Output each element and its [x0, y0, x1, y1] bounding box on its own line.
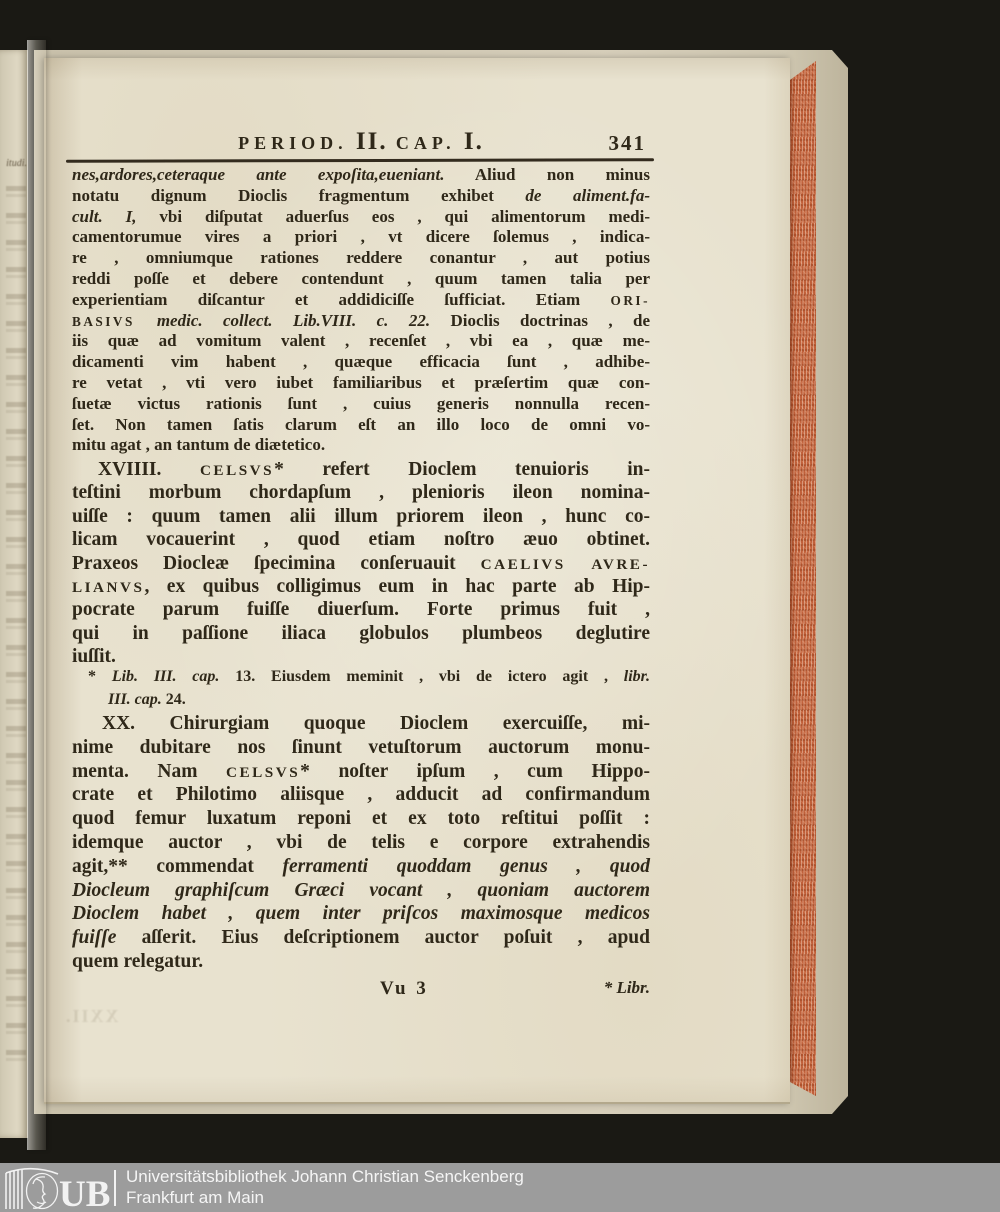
book-pages-icon — [6, 1169, 58, 1209]
text-line: agit,** commendat ferramenti quoddam genus , quod — [72, 855, 650, 877]
signature-mark: Vu 3 — [380, 978, 429, 999]
library-name-line1: Universitätsbibliothek Johann Christian Senckenberg — [126, 1167, 524, 1186]
library-name-line2: Frankfurt am Main — [126, 1188, 264, 1207]
text-line: idemque auctor , vbi de telis e corpore extrahendis — [72, 831, 650, 853]
header-row — [72, 128, 650, 158]
text-line: Diocleum graphiſcum Græci vocant , quoniam auctorem — [72, 879, 650, 901]
text-line: fuiſſe aſſerit. Eius deſcriptionem auctor poſuit , apud — [72, 927, 650, 949]
text-line: uiſſe : quum tamen alii illum priorem ileon , hunc co- — [72, 505, 650, 527]
paragraph-xx — [72, 712, 650, 974]
text-line: mitu agat , an tantum de diætetico. — [72, 435, 326, 455]
page-scan — [44, 58, 790, 1104]
text-line: quod femur luxatum reponi et ex toto reſtitui poſſit : — [72, 808, 650, 830]
running-title — [238, 128, 484, 156]
text-line: re vetat , vti vero iubet familiaribus et præſertim quæ con- — [72, 372, 650, 392]
film-strip — [27, 40, 46, 1150]
neighbor-page-sliver — [0, 50, 28, 1138]
text-line: ſet. Non tamen ſatis clarum eſt an illo loco de omni vo- — [72, 414, 650, 434]
text-line: iuſſit. — [72, 646, 116, 668]
showthrough-text: XXII. — [64, 1006, 119, 1026]
text-line: camentorumue vires a priori , vt dicere ſolemus , indica- — [72, 227, 650, 247]
text-line: quem relegatur. — [72, 950, 204, 972]
footnote — [72, 665, 650, 711]
text-line: crate et Philotimo aliisque , adducit ad confirmandum — [72, 784, 650, 806]
signature-row — [72, 978, 650, 1004]
page-number: 341 — [608, 131, 646, 155]
text-line: dicamenti vim habent , quæque efficacia ſunt , adhibe- — [72, 352, 650, 372]
text-line: Dioclem habet , quem inter priſcos maximosque medicos — [72, 903, 650, 925]
footnote-catchword: * Libr. — [603, 978, 650, 997]
library-name — [126, 1166, 524, 1208]
text-line: Praxeos Diocleæ ſpecimina conſeruauit CAELIVS AVRE- — [72, 552, 651, 574]
text-line: menta. Nam CELSVS* noſter ipſum , cum Hippo- — [72, 760, 650, 782]
library-banner — [0, 1163, 1000, 1212]
text-line: XVIIII. CELSVS* refert Dioclem tenuioris in- — [98, 459, 650, 480]
neighbor-text-fragment: itudi. — [6, 158, 27, 169]
text-line: nime dubitare nos ſinunt vetuſtorum auctorum monu- — [72, 736, 650, 758]
paragraph-continuation — [72, 165, 650, 456]
text-line: nes,ardores,ceteraque ante expoſita,eueniant. Aliud non minus — [72, 165, 650, 184]
goethe-portrait-icon — [27, 1174, 58, 1209]
text-line: qui in paſſione iliaca globulos plumbeos deglutire — [72, 622, 650, 644]
text-line: licam vocauerint , quod etiam noſtro æuo obtinet. — [72, 529, 650, 551]
text-line: notatu dignum Dioclis fragmentum exhibet de aliment.fa- — [72, 185, 650, 205]
text-line: ſuetæ victus rationis ſunt , cuius generis nonnulla recen- — [72, 393, 650, 413]
text-line: pocrate parum fuiſſe diuerſum. Forte primus fuit , — [72, 599, 650, 621]
text-line: * Lib. III. cap. 13. Eiusdem meminit , vbi de ictero agit , libr. — [88, 668, 651, 685]
text-line: LIANVS, ex quibus colligimus eum in hac parte ab Hip- — [72, 575, 650, 597]
neighbor-text-smudges — [6, 170, 26, 1070]
text-line: reddi poſſe et debere contendunt , quum tamen talia per — [72, 268, 650, 288]
text-line: teſtini morbum chordapſum , plenioris ileon nomina- — [72, 482, 650, 504]
text-line: cult. I, vbi diſputat aduerſus eos , qui alimentorum medi- — [72, 206, 651, 226]
library-logo — [2, 1164, 114, 1212]
header-rule — [66, 158, 654, 163]
ub-logotype: UB — [59, 1174, 111, 1211]
logo-separator — [114, 1170, 116, 1206]
paragraph-xviiii — [72, 458, 650, 669]
text-line: experientiam diſcantur et addidiciſſe ſufficiat. Etiam ORI- — [72, 289, 650, 309]
text-line: PERIOD. II. CAP. I. — [238, 128, 484, 155]
text-line: BASIVS medic. collect. Lib.VIII. c. 22. Dioclis doctrinas , de — [72, 310, 650, 330]
text-line: III. cap. 24. — [108, 691, 186, 708]
text-line: XX. Chirurgiam quoque Dioclem exercuiſſe, mi- — [102, 713, 650, 734]
text-line: iis quæ ad vomitum valent , recenſet , vbi ea , quæ me- — [72, 331, 650, 351]
text-line: re , omniumque rationes reddere conantur , aut potius — [72, 248, 650, 268]
red-fore-edge — [790, 58, 816, 1106]
